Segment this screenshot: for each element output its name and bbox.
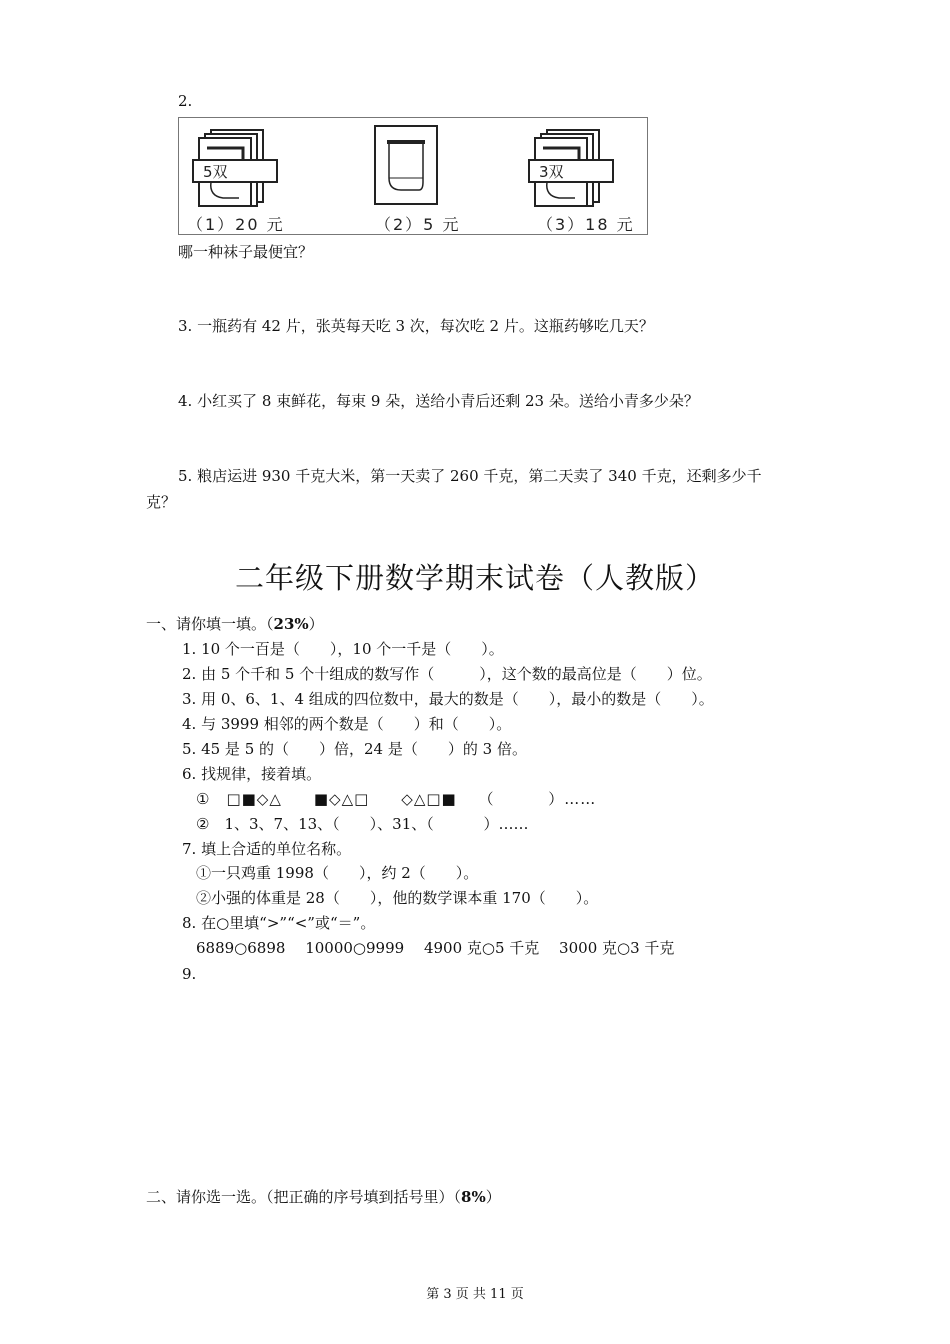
item-6-pattern-1: ① □■◇△ ■◇△□ ◇△□■ （ ）…… xyxy=(196,790,597,808)
section-2-score: 8% xyxy=(461,1188,486,1206)
exam-title: 二年级下册数学期末试卷（人教版） xyxy=(234,561,715,595)
item-5: 5. 45 是 5 的（ ）倍，24 是（ ）的 3 倍。 xyxy=(182,740,527,758)
section-1-score: 23% xyxy=(273,615,309,633)
socks-pack-5-pairs-image xyxy=(189,126,281,208)
item-1: 1. 10 个一百是（ ），10 个一千是（ ）。 xyxy=(182,640,504,658)
section-1-heading: 一、请你填一填。（23%） xyxy=(146,615,324,633)
item-4: 4. 与 3999 相邻的两个数是（ ）和（ ）。 xyxy=(182,715,512,733)
item-3: 3. 用 0、6、1、4 组成的四位数中，最大的数是（ ），最小的数是（ ）。 xyxy=(182,690,714,708)
item-6-pattern-2: ② 1、3、7、13、（ ）、31、（ ）…… xyxy=(196,815,529,833)
figure-caption-1: （1）20 元 xyxy=(187,215,285,234)
figure-caption-3: （3）18 元 xyxy=(537,215,635,234)
item-6: 6. 找规律，接着填。 xyxy=(182,765,322,783)
question-5-line-1: 5. 粮店运进 930 千克大米，第一天卖了 260 千克，第二天卖了 340 千克，还剩多少千 xyxy=(178,467,762,485)
pack-label-5: 5双 xyxy=(203,163,228,181)
question-5-line-2: 克？ xyxy=(146,493,177,511)
item-7: 7. 填上合适的单位名称。 xyxy=(182,840,352,858)
section-2-heading: 二、请你选一选。（把正确的序号填到括号里）（8%） xyxy=(146,1188,501,1206)
single-sock-image xyxy=(371,124,443,208)
item-7-part-2: ②小强的体重是 28（ ），他的数学课本重 170（ ）。 xyxy=(196,889,599,907)
question-2-number: 2. xyxy=(178,92,193,110)
item-2: 2. 由 5 个千和 5 个十组成的数写作（ ），这个数的最高位是（ ）位。 xyxy=(182,665,712,683)
question-3: 3. 一瓶药有 42 片，张英每天吃 3 次，每次吃 2 片。这瓶药够吃几天？ xyxy=(178,317,654,335)
item-9: 9. xyxy=(182,965,197,983)
item-8-comparisons: 6889○6898 10000○9999 4900 克○5 千克 3000 克○3 千克 xyxy=(196,939,675,957)
socks-figure xyxy=(178,117,648,235)
question-4: 4. 小红买了 8 束鲜花，每束 9 朵，送给小青后还剩 23 朵。送给小青多少朵？ xyxy=(178,392,699,410)
item-7-part-1: ①一只鸡重 1998（ ），约 2（ ）。 xyxy=(196,864,479,882)
question-2-text: 哪一种袜子最便宜？ xyxy=(178,243,314,261)
socks-pack-3-pairs-image xyxy=(525,126,617,208)
pack-label-3: 3双 xyxy=(539,163,564,181)
figure-caption-2: （2）5 元 xyxy=(375,215,461,234)
item-8: 8. 在○里填“>”“<”或“＝”。 xyxy=(182,914,376,932)
page-footer: 第 3 页 共 11 页 xyxy=(426,1287,524,1302)
